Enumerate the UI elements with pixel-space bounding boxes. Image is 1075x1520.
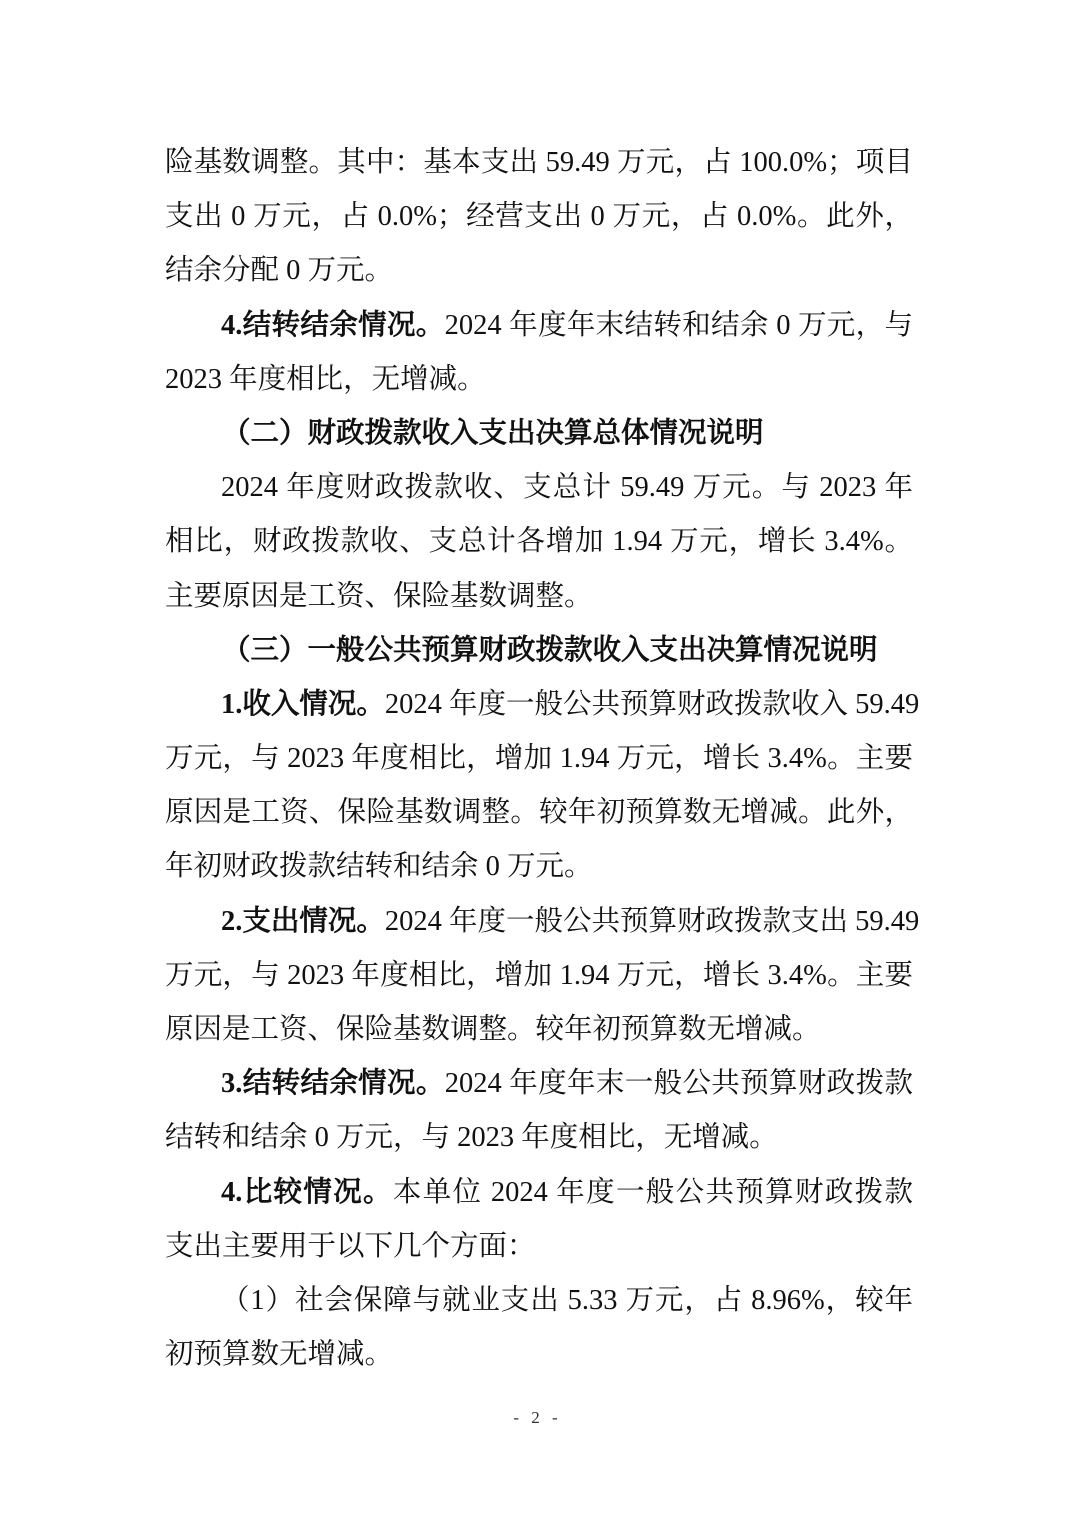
text-line [165, 1333, 913, 1387]
paragraph [165, 1062, 913, 1170]
text-line [165, 195, 913, 249]
bold-lead-text: 2.支出情况。 [221, 905, 385, 937]
text-segment: 2024 年度财政拨款收、支总计 59.49 万元。与 2023 年 [221, 472, 913, 504]
text-segment: 原因是工资、保险基数调整。较年初预算数无增减。 [165, 1014, 821, 1045]
text-line [165, 1116, 913, 1170]
text-line [165, 141, 913, 195]
text-segment: 2024 年度年末一般公共预算财政拨款 [444, 1068, 913, 1100]
text-line [165, 575, 913, 629]
text-line [165, 737, 913, 791]
text-line [165, 791, 913, 845]
document-body [165, 141, 920, 1387]
text-line [165, 1225, 913, 1279]
bold-lead-text: 4.比较情况。 [221, 1176, 393, 1208]
text-segment: （二）财政拨款收入支出决算总体情况说明 [222, 417, 764, 449]
bold-lead-text: 3.结转结余情况。 [221, 1068, 445, 1100]
text-line [165, 629, 913, 683]
text-segment: 支出 0 万元，占 0.0%；经营支出 0 万元，占 0.0%。此外， [165, 201, 913, 233]
text-segment: 原因是工资、保险基数调整。较年初预算数无增减。此外， [165, 797, 913, 829]
text-segment: 2024 年度一般公共预算财政拨款支出 59.49 [384, 905, 920, 937]
text-segment: 年初财政拨款结转和结余 0 万元。 [165, 851, 593, 883]
text-line [165, 412, 913, 466]
text-line [165, 520, 913, 574]
text-segment: 险基数调整。其中：基本支出 59.49 万元，占 100.0%；项目 [165, 147, 913, 178]
text-line [165, 249, 913, 303]
text-line [165, 1062, 913, 1116]
text-segment: 万元，与 2023 年度相比，增加 1.94 万元，增长 3.4%。主要 [165, 959, 913, 991]
text-segment: 2023 年度相比，无增减。 [165, 363, 486, 395]
paragraph [165, 304, 913, 412]
text-segment: （三）一般公共预算财政拨款收入支出决算情况说明 [222, 634, 878, 666]
text-segment: 结余分配 0 万元。 [165, 255, 394, 287]
text-segment: 初预算数无增减。 [165, 1339, 394, 1371]
text-line [165, 954, 913, 1008]
text-line [165, 358, 913, 412]
text-line [165, 845, 913, 899]
page-number: - 2 - [513, 1408, 562, 1427]
text-segment: 主要原因是工资、保险基数调整。 [165, 580, 593, 612]
paragraph [165, 683, 920, 900]
text-line [165, 466, 913, 520]
paragraph [165, 1171, 913, 1279]
paragraph [165, 900, 920, 1063]
paragraph [165, 141, 913, 304]
text-line [165, 683, 920, 737]
text-segment: 结转和结余 0 万元，与 2023 年度相比，无增减。 [165, 1122, 778, 1154]
text-segment: 2024 年度年末结转和结余 0 万元，与 [444, 309, 913, 341]
text-segment: 万元，与 2023 年度相比，增加 1.94 万元，增长 3.4%。主要 [165, 743, 913, 775]
section-heading [165, 629, 913, 683]
section-heading [165, 412, 913, 466]
bold-lead-text: 1.收入情况。 [221, 688, 385, 720]
paragraph [165, 466, 913, 629]
bold-lead-text: 4.结转结余情况。 [221, 309, 445, 341]
text-segment: 2024 年度一般公共预算财政拨款收入 59.49 [384, 688, 920, 720]
text-line [165, 900, 920, 954]
text-line [165, 1279, 913, 1333]
text-line [165, 1171, 913, 1225]
text-line [165, 304, 913, 358]
text-line [165, 1008, 913, 1062]
text-segment: （1）社会保障与就业支出 5.33 万元，占 8.96%，较年 [221, 1284, 913, 1316]
text-segment: 相比，财政拨款收、支总计各增加 1.94 万元，增长 3.4%。 [165, 526, 913, 558]
paragraph [165, 1279, 913, 1387]
text-segment: 支出主要用于以下几个方面： [165, 1230, 536, 1262]
text-segment: 本单位 2024 年度一般公共预算财政拨款 [392, 1176, 913, 1208]
